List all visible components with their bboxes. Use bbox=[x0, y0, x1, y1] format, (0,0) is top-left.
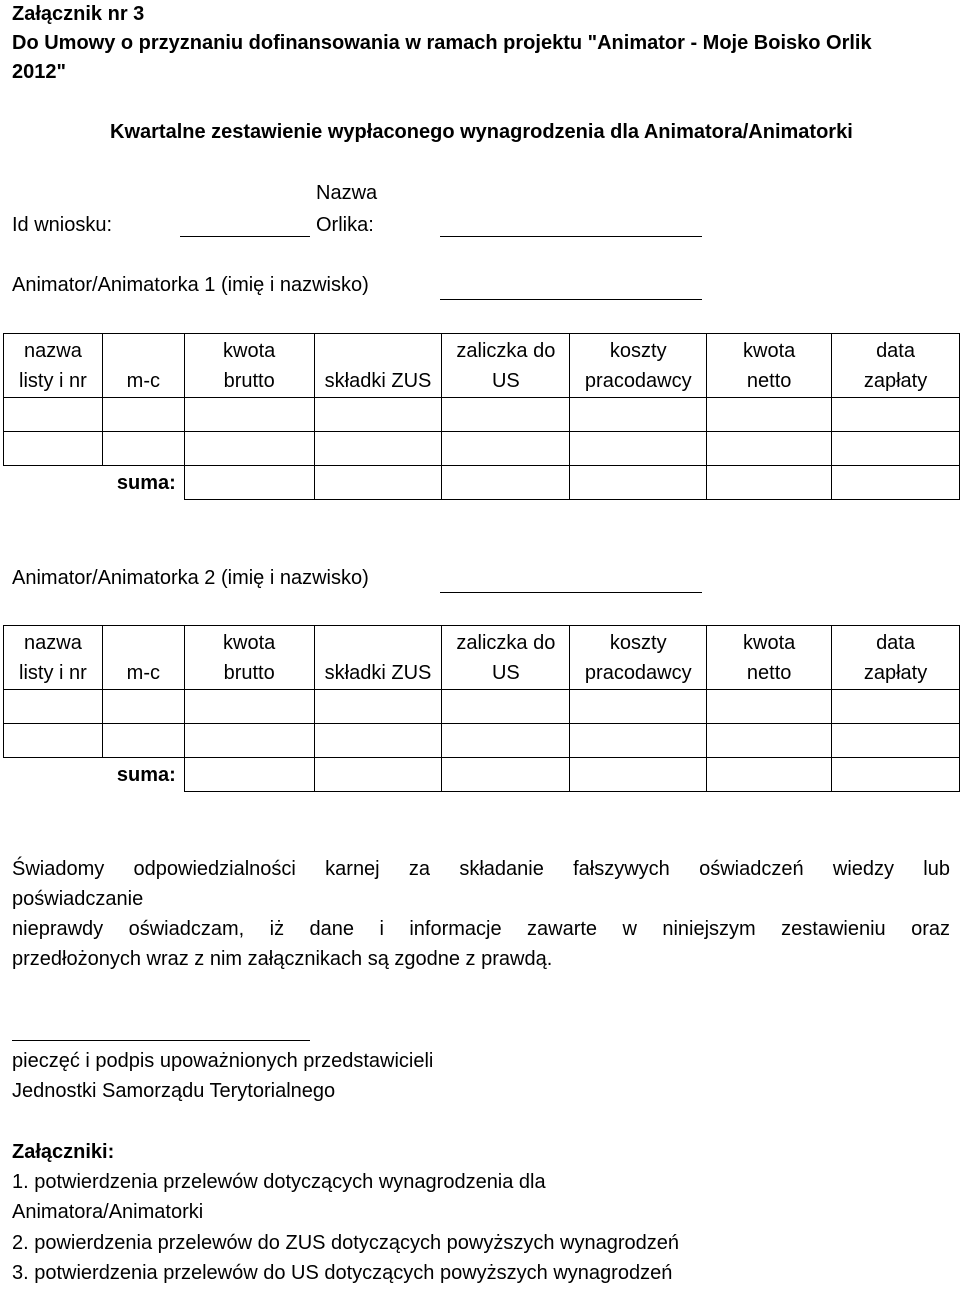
table-cell[interactable] bbox=[707, 398, 832, 432]
attachment-item-3: 3. potwierdzenia przelewów do US dotyczących powyższych wynagrodzeń bbox=[12, 1262, 673, 1284]
document-title: Kwartalne zestawienie wypłaconego wynagrodzenia dla Animatora/Animatorki bbox=[110, 121, 853, 143]
table-cell[interactable] bbox=[4, 398, 103, 432]
sum-cell[interactable] bbox=[314, 466, 442, 500]
sum-cell[interactable] bbox=[707, 466, 832, 500]
table-cell[interactable] bbox=[4, 724, 103, 758]
agreement-title-line1: Do Umowy o przyznaniu dofinansowania w ramach projektu "Animator - Moje Boisko Orlik bbox=[12, 32, 872, 54]
sum-label: suma: bbox=[116, 471, 176, 494]
sum-cell[interactable] bbox=[442, 758, 570, 792]
sum-row bbox=[4, 758, 960, 792]
sum-cell[interactable] bbox=[832, 466, 960, 500]
declaration-line: przedłożonych wraz z nim załącznikach są zgodne z prawdą. bbox=[12, 948, 553, 970]
table-cell[interactable] bbox=[314, 398, 442, 432]
attachment-item-2: 2. powierdzenia przelewów do ZUS dotyczących powyższych wynagrodzeń bbox=[12, 1232, 679, 1254]
table-cell[interactable] bbox=[102, 432, 184, 466]
sum-cell[interactable] bbox=[570, 758, 707, 792]
orlik-label-line1: Nazwa bbox=[316, 182, 378, 204]
animator2-label: Animator/Animatorka 2 (imię i nazwisko) bbox=[12, 567, 369, 589]
table-cell[interactable] bbox=[314, 724, 442, 758]
col-header-us: zaliczka do US bbox=[442, 626, 570, 690]
table-cell[interactable] bbox=[442, 432, 570, 466]
table-cell[interactable] bbox=[832, 724, 960, 758]
table-cell[interactable] bbox=[570, 724, 707, 758]
animator2-name-field[interactable] bbox=[440, 592, 702, 593]
sum-row bbox=[4, 466, 960, 500]
table-cell[interactable] bbox=[102, 690, 184, 724]
signature-caption-line2: Jednostki Samorządu Terytorialnego bbox=[12, 1080, 336, 1102]
signature-caption-line1: pieczęć i podpis upoważnionych przedstawicieli bbox=[12, 1050, 434, 1072]
attachment-item-1-cont: Animatora/Animatorki bbox=[12, 1201, 204, 1223]
table-cell[interactable] bbox=[832, 690, 960, 724]
col-header-list: nazwa listy i nr bbox=[4, 334, 103, 398]
declaration bbox=[12, 854, 950, 974]
table-cell[interactable] bbox=[442, 690, 570, 724]
table-cell[interactable] bbox=[314, 690, 442, 724]
col-header-zus: składki ZUS bbox=[314, 626, 442, 690]
attachment-number: Załącznik nr 3 bbox=[12, 3, 145, 25]
id-field[interactable] bbox=[180, 236, 310, 237]
sum-cell[interactable] bbox=[442, 466, 570, 500]
table-cell[interactable] bbox=[442, 724, 570, 758]
table-cell[interactable] bbox=[442, 398, 570, 432]
salary-table-1 bbox=[3, 333, 960, 500]
table-row bbox=[4, 724, 960, 758]
col-header-gross: kwota brutto bbox=[184, 334, 314, 398]
col-header-us: zaliczka do US bbox=[442, 334, 570, 398]
table-cell[interactable] bbox=[4, 432, 103, 466]
sum-label: suma: bbox=[116, 763, 176, 786]
table-cell[interactable] bbox=[570, 398, 707, 432]
declaration-line: poświadczanie bbox=[12, 888, 144, 910]
sum-cell[interactable] bbox=[570, 466, 707, 500]
col-header-month: m-c bbox=[102, 626, 184, 690]
table-cell[interactable] bbox=[184, 724, 314, 758]
table-cell[interactable] bbox=[314, 432, 442, 466]
col-header-list: nazwa listy i nr bbox=[4, 626, 103, 690]
table-row bbox=[4, 398, 960, 432]
table-cell[interactable] bbox=[184, 690, 314, 724]
orlik-label-line2: Orlika: bbox=[316, 214, 374, 236]
attachments-title: Załączniki: bbox=[12, 1141, 115, 1163]
table-cell[interactable] bbox=[184, 398, 314, 432]
signature-line[interactable] bbox=[12, 1040, 310, 1041]
animator1-label: Animator/Animatorka 1 (imię i nazwisko) bbox=[12, 274, 369, 296]
col-header-gross: kwota brutto bbox=[184, 626, 314, 690]
col-header-payment-date: data zapłaty bbox=[832, 334, 960, 398]
animator1-name-field[interactable] bbox=[440, 299, 702, 300]
table-cell[interactable] bbox=[570, 690, 707, 724]
col-header-employer-costs: koszty pracodawcy bbox=[570, 626, 707, 690]
table-cell[interactable] bbox=[832, 398, 960, 432]
declaration-line: nieprawdy oświadczam, iż dane i informacje zawarte w niniejszym zestawieniu oraz bbox=[12, 918, 950, 940]
salary-table-2 bbox=[3, 625, 960, 792]
table-row bbox=[4, 432, 960, 466]
col-header-net: kwota netto bbox=[707, 334, 832, 398]
table-cell[interactable] bbox=[707, 724, 832, 758]
table-cell[interactable] bbox=[4, 690, 103, 724]
table-cell[interactable] bbox=[832, 432, 960, 466]
table-cell[interactable] bbox=[102, 398, 184, 432]
table-cell[interactable] bbox=[707, 432, 832, 466]
col-header-net: kwota netto bbox=[707, 626, 832, 690]
table-cell[interactable] bbox=[570, 432, 707, 466]
sum-cell[interactable] bbox=[832, 758, 960, 792]
col-header-employer-costs: koszty pracodawcy bbox=[570, 334, 707, 398]
sum-cell[interactable] bbox=[184, 466, 314, 500]
table-row bbox=[4, 690, 960, 724]
table-cell[interactable] bbox=[184, 432, 314, 466]
col-header-month: m-c bbox=[102, 334, 184, 398]
sum-cell[interactable] bbox=[314, 758, 442, 792]
sum-cell[interactable] bbox=[184, 758, 314, 792]
col-header-zus: składki ZUS bbox=[314, 334, 442, 398]
declaration-line: Świadomy odpowiedzialności karnej za składanie fałszywych oświadczeń wiedzy lub bbox=[12, 858, 950, 880]
id-label: Id wniosku: bbox=[12, 214, 113, 236]
table-cell[interactable] bbox=[102, 724, 184, 758]
col-header-payment-date: data zapłaty bbox=[832, 626, 960, 690]
sum-cell[interactable] bbox=[707, 758, 832, 792]
orlik-name-field[interactable] bbox=[440, 236, 702, 237]
agreement-title-line2: 2012" bbox=[12, 61, 66, 83]
table-cell[interactable] bbox=[707, 690, 832, 724]
attachment-item-1: 1. potwierdzenia przelewów dotyczących wynagrodzenia dla bbox=[12, 1171, 546, 1193]
